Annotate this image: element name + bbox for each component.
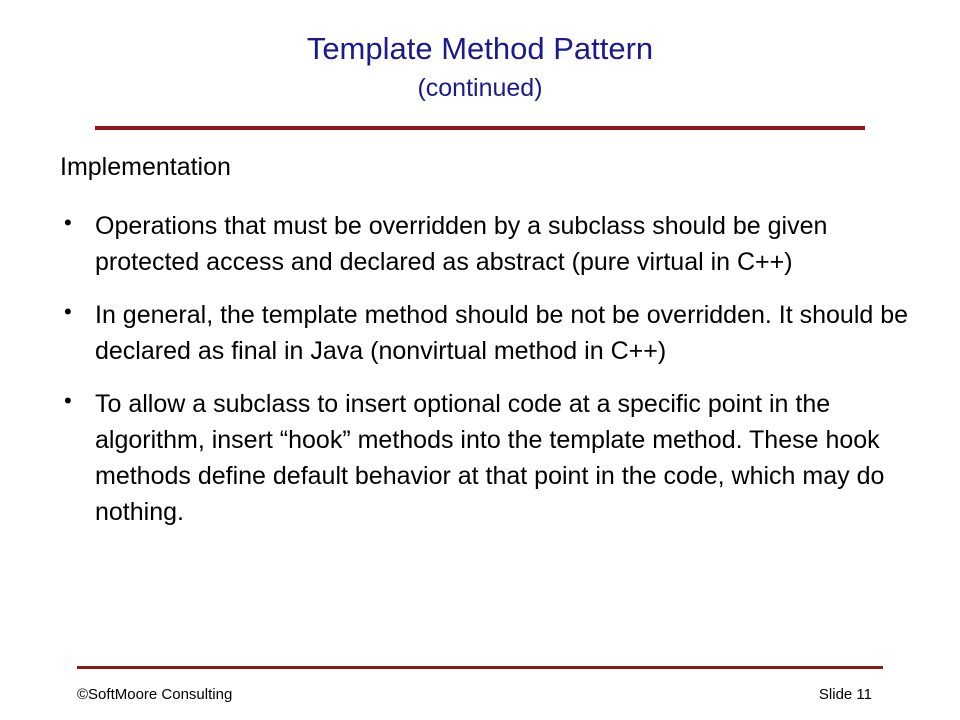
bullet-list xyxy=(60,208,910,547)
bullet-text: To allow a subclass to insert optional code at a specific point in the algorithm, insert “hook” methods into the template method. These hook methods define default behavior at that point in the code, which may do nothing. xyxy=(95,390,885,526)
title-divider xyxy=(95,126,865,130)
bullet-item xyxy=(60,297,910,369)
slide-subtitle: (continued) xyxy=(417,74,543,102)
bullet-item xyxy=(60,386,910,530)
bullet-item xyxy=(60,208,910,280)
slide-title xyxy=(0,30,960,105)
bullet-text: Operations that must be overridden by a subclass should be given protected access and declared as abstract (pure virtual in C++) xyxy=(95,212,828,276)
slide-number: Slide 11 xyxy=(818,686,872,703)
bullet-icon: • xyxy=(64,299,72,324)
section-heading: Implementation xyxy=(60,153,231,181)
footer-copyright: ©SoftMoore Consulting xyxy=(77,686,233,703)
bullet-text: In general, the template method should be not be overridden. It should be declared as final in Java (nonvirtual method in C++) xyxy=(95,301,909,365)
bullet-icon: • xyxy=(64,388,72,413)
bullet-icon: • xyxy=(64,210,72,235)
slide-title-main: Template Method Pattern xyxy=(306,31,654,66)
footer-divider xyxy=(77,666,883,669)
